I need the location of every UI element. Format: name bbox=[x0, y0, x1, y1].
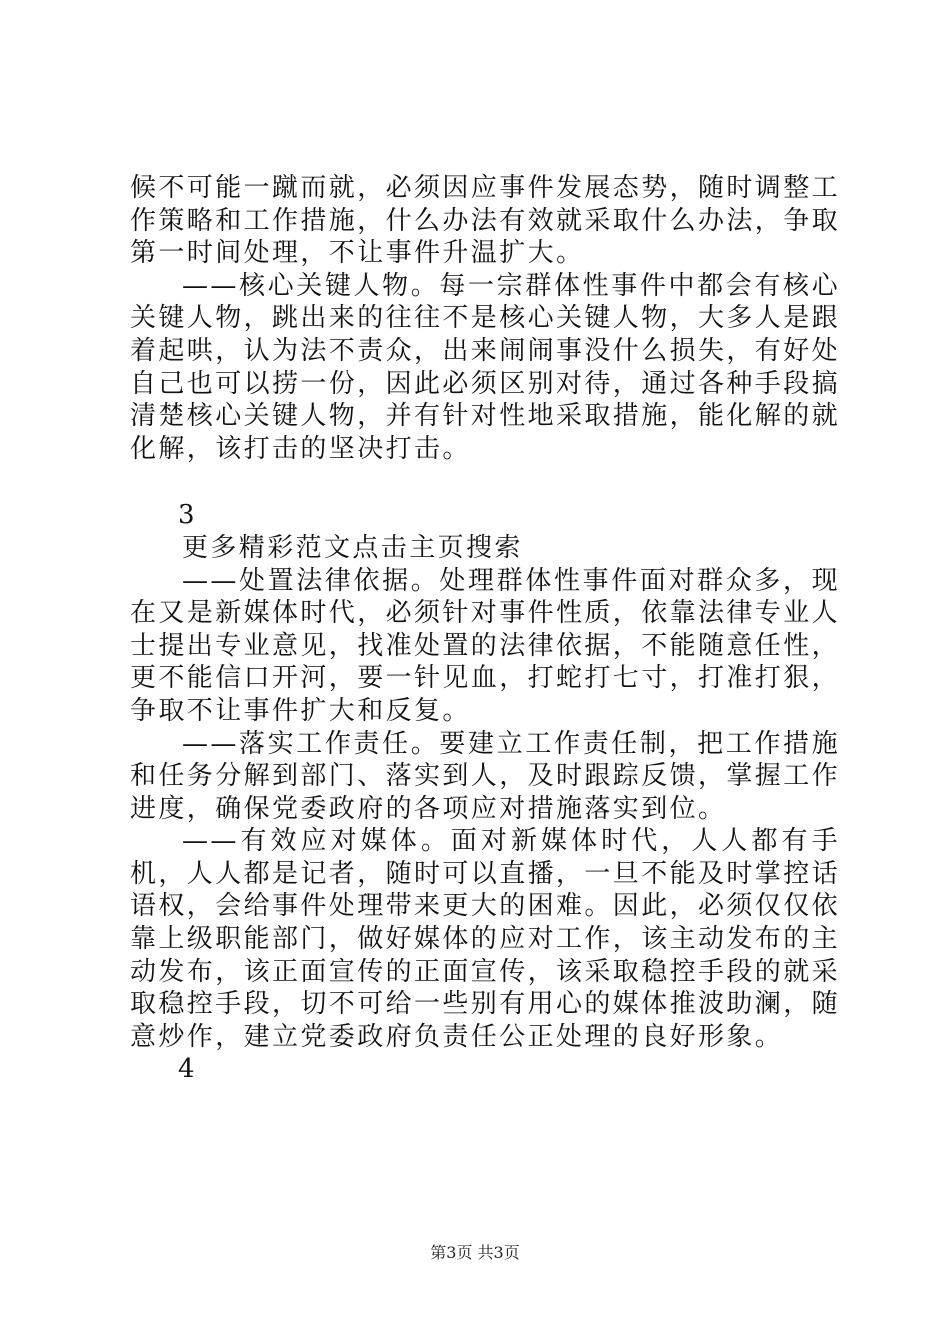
paragraph-continuation: 候不可能一蹴而就，必须因应事件发展态势，随时调整工作策略和工作措施，什么办法有效就采取什么办法，争取第一时间处理，不让事件升温扩大。 bbox=[130, 173, 841, 269]
paragraph-legal-basis: ——处置法律依据。处理群体性事件面对群众多，现在又是新媒体时代，必须针对事件性质，依靠法律专业人士提出专业意见，找准处置的法律依据，不能随意任性，更不能信口开河，要一针见血，打蛇打七寸，打准打狠，争取不让事件扩大和反复。 bbox=[130, 565, 841, 726]
document-body bbox=[130, 172, 840, 1086]
paragraph-key-persons: ——核心关键人物。每一宗群体性事件中都会有核心关键人物，跳出来的往往不是核心关键人物，大多人是跟着起哄，认为法不责众，出来闹闹事没什么损失，有好处自己也可以捞一份，因此必须区别对待，通过各种手段搞清楚核心关键人物，并有针对性地采取措施，能化解的就化解，该打击的坚决打击。 bbox=[130, 270, 841, 464]
page-footer: 第3页 共3页 bbox=[430, 1243, 520, 1262]
page-marker-4: 4 bbox=[178, 1054, 195, 1085]
section-gap bbox=[130, 465, 840, 499]
promo-line: 更多精彩范文点击主页搜索 bbox=[182, 532, 523, 563]
page-marker-3: 3 bbox=[178, 500, 195, 531]
paragraph-responsibility: ——落实工作责任。要建立工作责任制，把工作措施和任务分解到部门、落实到人，及时跟踪反馈，掌握工作进度，确保党委政府的各项应对措施落实到位。 bbox=[130, 728, 841, 824]
paragraph-media-response: ——有效应对媒体。面对新媒体时代，人人都有手机，人人都是记者，随时可以直播，一旦不能及时掌控话语权，会给事件处理带来更大的困难。因此，必须仅仅依靠上级职能部门，做好媒体的应对工作，该主动发布的主动发布，该正面宣传的正面宣传，该采取稳控手段的就采取稳控手段，切不可给一些别有用心的媒体推波助澜，随意炒作，建立党委政府负责任公正处理的良好形象。 bbox=[130, 826, 841, 1052]
